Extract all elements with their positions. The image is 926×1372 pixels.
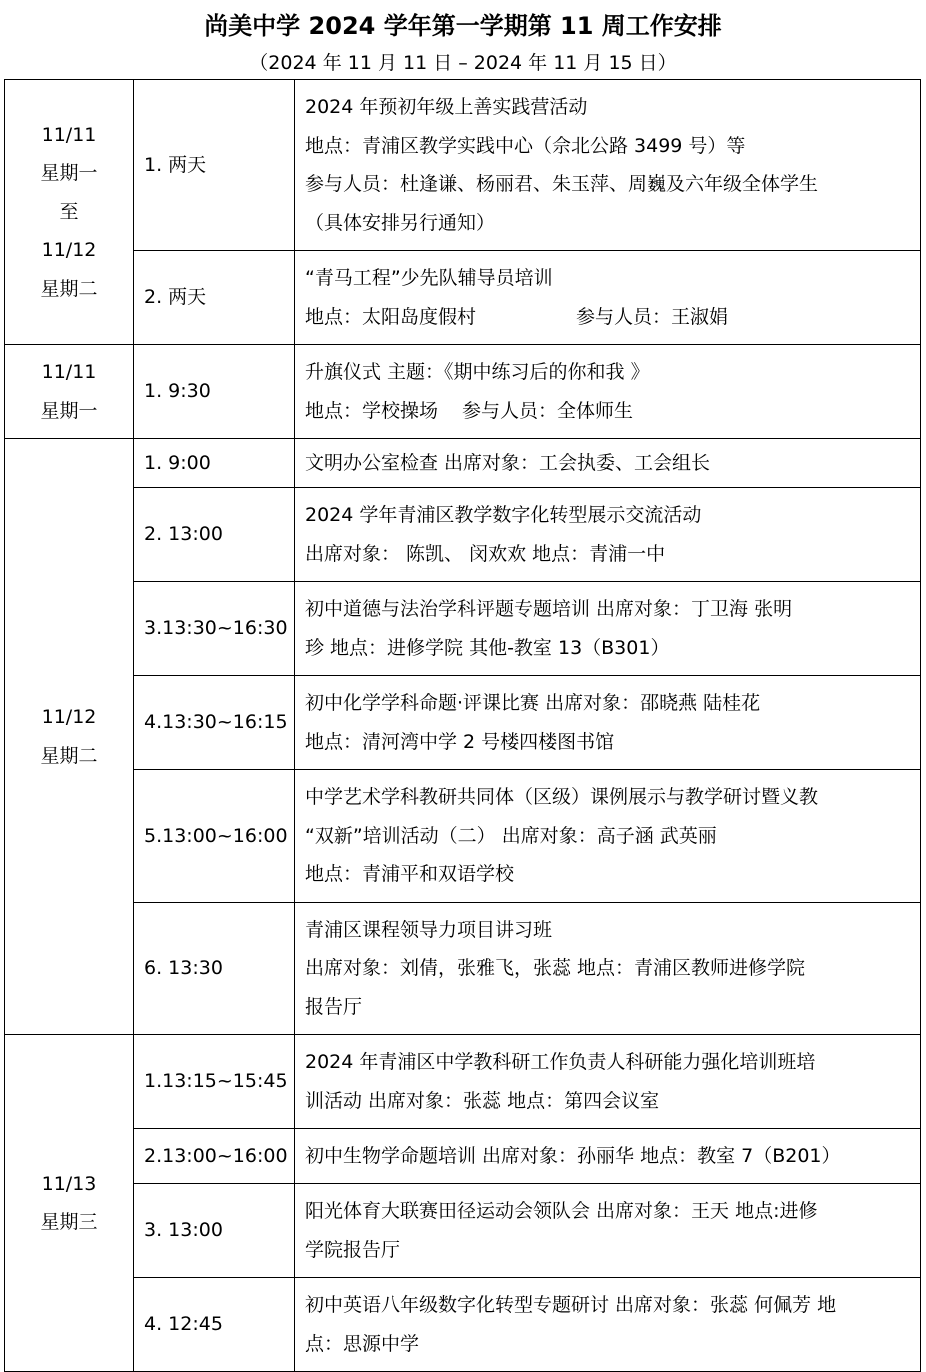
table-row xyxy=(5,80,921,251)
time-cell: 1.13:15~15:45 xyxy=(134,1035,295,1129)
time-cell: 3.13:30~16:30 xyxy=(134,582,295,676)
location-text: 地点：学校操场 xyxy=(305,399,439,422)
time-cell: 4.13:30~16:15 xyxy=(134,676,295,770)
date-cell: 11/11 星期一 xyxy=(5,345,134,439)
content-cell: 初中化学学科命题·评课比赛 出席对象：邵晓燕 陆桂花 地点：清河湾中学 2 号楼四楼图书馆 xyxy=(295,676,921,770)
table-row xyxy=(5,770,921,903)
date-cell: 11/12 星期二 xyxy=(5,439,134,1035)
content-cell: 初中道德与法治学科评题专题培训 出席对象：丁卫海 张明 珍 地点：进修学院 其他-教室 13（B301） xyxy=(295,582,921,676)
page-title: 尚美中学 2024 学年第一学期第 11 周工作安排 xyxy=(204,12,722,40)
table-row xyxy=(5,439,921,488)
page-subtitle: （2024 年 11 月 11 日 – 2024 年 11 月 15 日） xyxy=(249,52,677,74)
content-cell: 初中英语八年级数字化转型专题研讨 出席对象：张蕊 何佩芳 地 点：思源中学 xyxy=(295,1278,921,1372)
table-row xyxy=(5,902,921,1035)
date-cell: 11/11 星期一 至 11/12 星期二 xyxy=(5,80,134,345)
date-cell: 11/13 星期三 xyxy=(5,1035,134,1372)
table-row xyxy=(5,1035,921,1129)
time-cell: 4. 12:45 xyxy=(134,1278,295,1372)
table-row xyxy=(5,1184,921,1278)
participants-text: 参与人员：王淑娟 xyxy=(576,305,729,328)
content-cell: 阳光体育大联赛田径运动会领队会 出席对象：王天 地点:进修 学院报告厅 xyxy=(295,1184,921,1278)
time-cell: 5.13:00~16:00 xyxy=(134,770,295,903)
time-cell: 1. 两天 xyxy=(134,80,295,251)
schedule-table xyxy=(4,79,921,1372)
time-cell: 3. 13:00 xyxy=(134,1184,295,1278)
content-cell: 2024 年预初年级上善实践营活动 地点：青浦区教学实践中心（佘北公路 3499 号）等 参与人员：杜逢谦、杨丽君、朱玉萍、周巍及六年级全体学生 （具体安排另行通知） xyxy=(295,80,921,251)
time-cell: 1. 9:30 xyxy=(134,345,295,439)
table-row xyxy=(5,488,921,582)
table-row xyxy=(5,676,921,770)
content-cell: 青浦区课程领导力项目讲习班 出席对象：刘倩，张雅飞，张蕊 地点：青浦区教师进修学院 报告厅 xyxy=(295,902,921,1035)
time-cell: 1. 9:00 xyxy=(134,439,295,488)
content-cell: 2024 年青浦区中学教科研工作负责人科研能力强化培训班培 训活动 出席对象：张蕊 地点：第四会议室 xyxy=(295,1035,921,1129)
content-cell: 升旗仪式 主题：《期中练习后的你和我 》 地点：学校操场 参与人员：全体师生 xyxy=(295,345,921,439)
participants-text: 参与人员：全体师生 xyxy=(462,399,634,422)
table-row xyxy=(5,1129,921,1184)
content-cell: 初中生物学命题培训 出席对象：孙丽华 地点：教室 7（B201） xyxy=(295,1129,921,1184)
time-cell: 2. 13:00 xyxy=(134,488,295,582)
table-row xyxy=(5,582,921,676)
table-row xyxy=(5,345,921,439)
table-row xyxy=(5,1278,921,1372)
table-row xyxy=(5,251,921,345)
content-cell: 中学艺术学科教研共同体（区级）课例展示与教学研讨暨义教 “双新”培训活动（二） 出席对象：高子涵 武英丽 地点：青浦平和双语学校 xyxy=(295,770,921,903)
content-cell: 文明办公室检查 出席对象：工会执委、工会组长 xyxy=(295,439,921,488)
time-cell: 6. 13:30 xyxy=(134,902,295,1035)
location-text: 地点：太阳岛度假村 xyxy=(305,305,477,328)
time-cell: 2. 两天 xyxy=(134,251,295,345)
content-cell: “青马工程”少先队辅导员培训 地点：太阳岛度假村 参与人员：王淑娟 xyxy=(295,251,921,345)
content-cell: 2024 学年青浦区教学数字化转型展示交流活动 出席对象： 陈凯、 闵欢欢 地点：青浦一中 xyxy=(295,488,921,582)
time-cell: 2.13:00~16:00 xyxy=(134,1129,295,1184)
